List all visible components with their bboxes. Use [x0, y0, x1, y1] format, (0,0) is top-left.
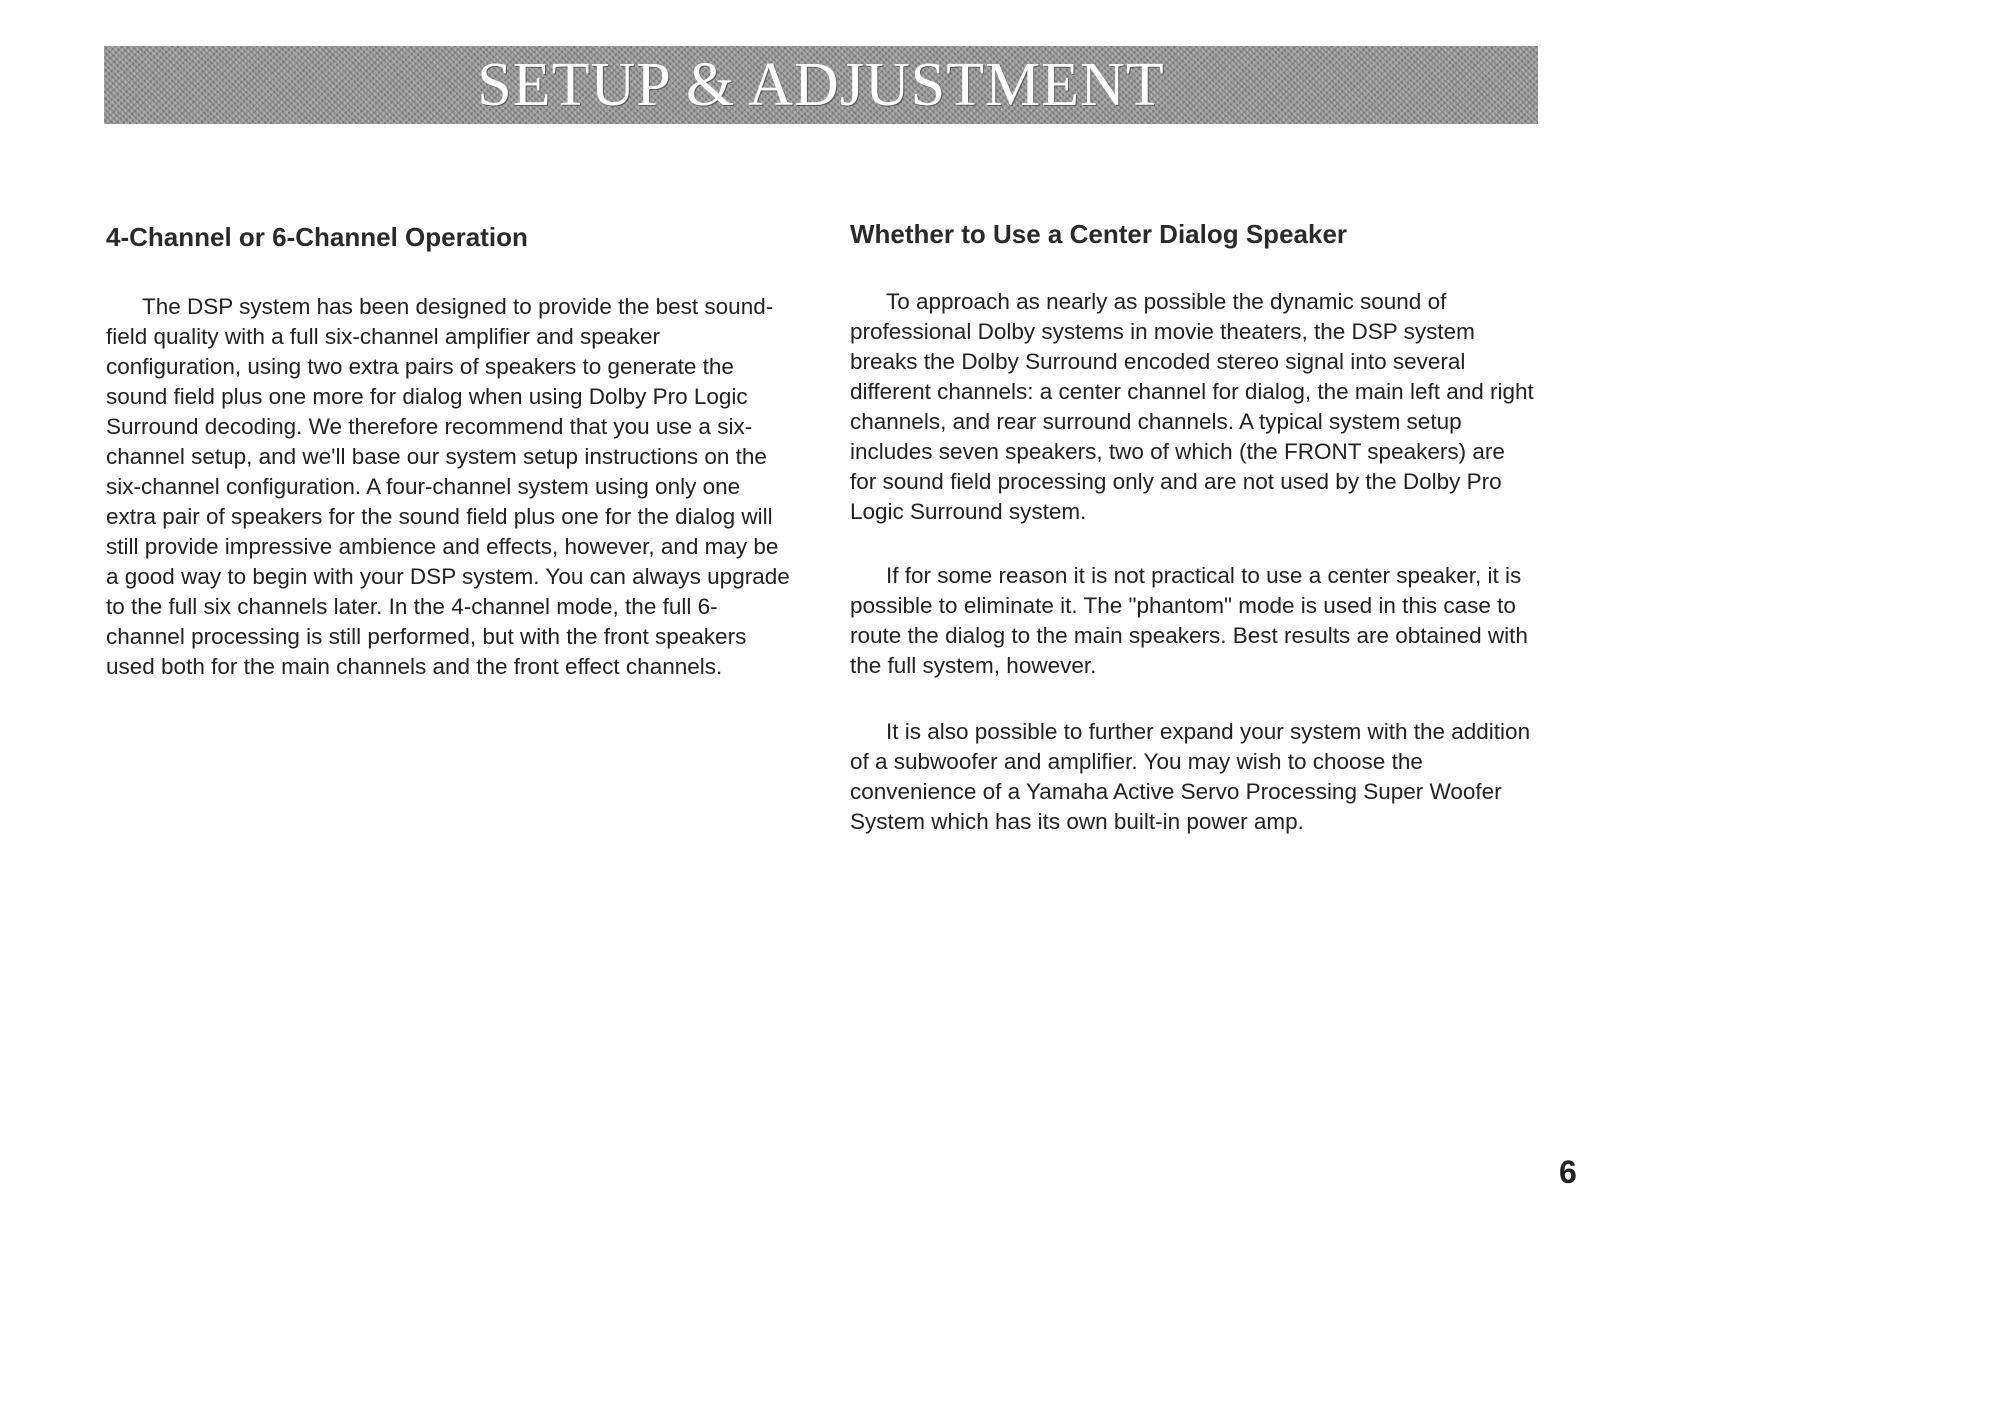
page-number: 6 — [1559, 1154, 1577, 1190]
section-title: SETUP & ADJUSTMENT — [477, 51, 1165, 119]
right-paragraph-2-text: If for some reason it is not practical to use a center speaker, it is possible to eliminate it. The "phantom" mode is used in this case to route the dialog to the main speakers. Best results are obtained with the full system, however. — [850, 563, 1528, 678]
right-paragraph-3 — [850, 717, 1535, 837]
right-paragraph-1-text: To approach as nearly as possible the dynamic sound of professional Dolby systems in movie theaters, the DSP system breaks the Dolby Surround encoded stereo signal into several different channels: a center channel for dialog, the main left and right channels, and rear surround channels. A typical system setup includes seven speakers, two of which (the FRONT speakers) are for sound field processing only and are not used by the Dolby Pro Logic Surround system. — [850, 289, 1534, 524]
right-paragraph-1 — [850, 287, 1535, 527]
right-heading: Whether to Use a Center Dialog Speaker — [850, 219, 1348, 249]
section-banner — [104, 46, 1538, 124]
right-paragraph-3-text: It is also possible to further expand your system with the addition of a subwoofer and amplifier. You may wish to choose the convenience of a Yamaha Active Servo Processing Super Woofer System which has its own built-in power amp. — [850, 719, 1531, 834]
left-heading: 4-Channel or 6-Channel Operation — [106, 222, 528, 252]
right-paragraph-2 — [850, 561, 1535, 681]
left-paragraph-1 — [106, 292, 794, 682]
left-paragraph-1-text: The DSP system has been designed to provide the best sound-field quality with a full six-channel amplifier and speaker configuration, using two extra pairs of speakers to generate the sound field plus one more for dialog when using Dolby Pro Logic Surround decoding. We therefore recommend that you use a six-channel setup, and we'll base our system setup instructions on the six-channel configuration. A four-channel system using only one extra pair of speakers for the sound field plus one for the dialog will still provide impressive ambience and effects, however, and may be a good way to begin with your DSP system. You can always upgrade to the full six channels later. In the 4-channel mode, the full 6-channel processing is still performed, but with the front speakers used both for the main channels and the front effect channels. — [106, 294, 790, 679]
